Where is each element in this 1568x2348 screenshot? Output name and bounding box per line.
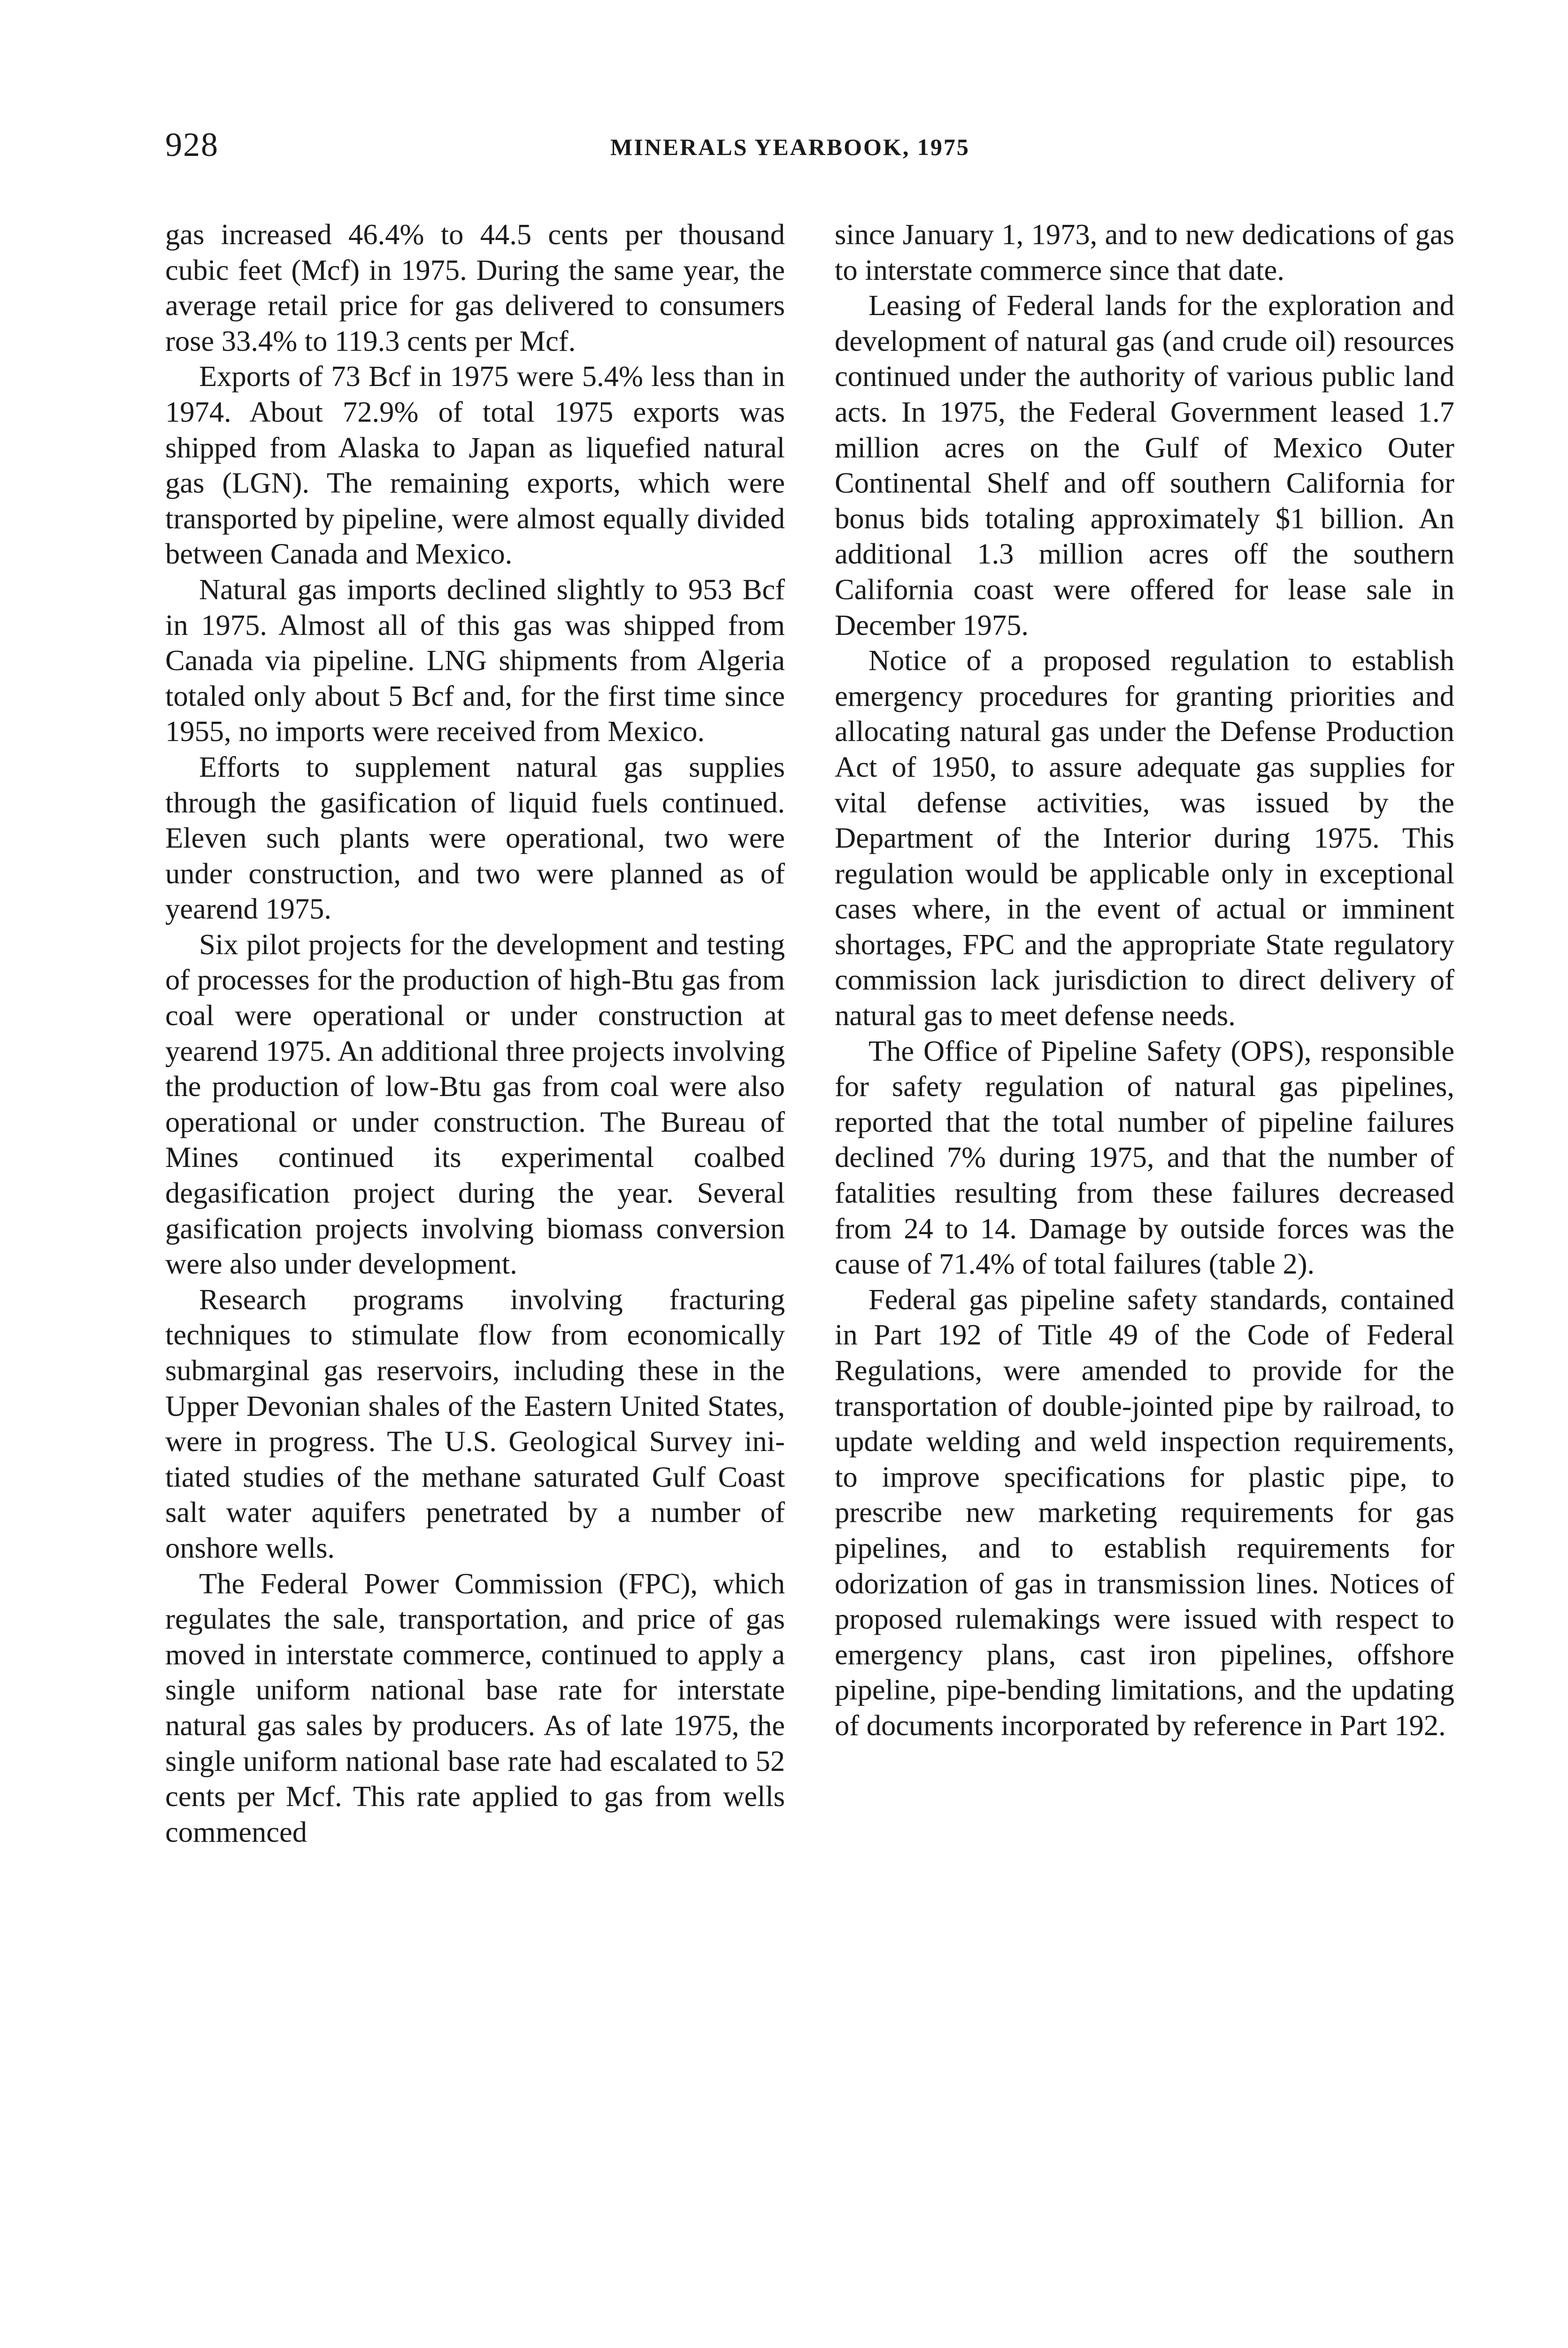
paragraph-fpc-rates: The Federal Power Commission (FPC), which regulates the sale, transportation, and price of gas moved in interstate commerce, continued to apply a single uniform national base rate for interstate natural gas sales by producers. As of late 1975, the single uniform national base rate had escalated to 52 cents per Mcf. This rate applied to gas from wells commenced xyxy=(165,1567,785,1848)
paragraph-imports: Natural gas imports declined slightly to 953 Bcf in 1975. Almost all of this gas was shipped from Canada via pipeline. LNG shipments from Algeria totaled only about 5 Bcf and, for the first time since 1955, no imports were received from Mexico. xyxy=(165,572,785,748)
paragraph-liquid-fuels: Efforts to supplement natural gas supplies through the gasification of liquid fuels continued. Eleven such plants were operational, two were under construction, and two were planned as of yearend 1975. xyxy=(165,750,785,926)
paragraph-emergency-regulation: Notice of a proposed regulation to establish emergency procedures for granting priorities and allocating natural gas under the Defense Production Act of 1950, to assure adequate gas supplies for vital defense activities, was issued by the Department of the Interior during 1975. This regulation would be applicable only in exceptional cases where, in the event of actual or imminent shortages, FPC and the appropriate State regulatory commission lack jurisdiction to direct delivery of natural gas to meet defense needs. xyxy=(835,644,1454,1032)
left-column xyxy=(165,217,785,1850)
paragraph-federal-leasing: Leasing of Federal lands for the exploration and development of natural gas (and crude oil) resources continued under the authority of various public land acts. In 1975, the Federal Government leased 1.7 million acres on the Gulf of Mexico Outer Continental Shelf and off southern California for bonus bids totaling approximately $1 billion. An additional 1.3 million acres off the southern California coast were offered for lease sale in December 1975. xyxy=(835,289,1454,641)
paragraph-coal-gasification: Six pilot projects for the development and testing of processes for the production of high-Btu gas from coal were operational or under construction at yearend 1975. An additional three projects involving the production of low-Btu gas from coal were also operational or under construction. The Bureau of Mines continued its experimental coalbed degasification project during the year. Several gasification projects involving biomass conversion were also under development. xyxy=(165,927,785,1281)
page-number: 928 xyxy=(165,126,219,163)
paragraph-fpc-continued: since January 1, 1973, and to new dedications of gas to interstate commerce since that date. xyxy=(835,218,1454,286)
paragraph-exports: Exports of 73 Bcf in 1975 were 5.4% less than in 1974. About 72.9% of total 1975 exports was shipped from Alaska to Japan as liquefied natural gas (LGN). The remaining exports, which were transported by pipeline, were almost equally divided between Canada and Mexico. xyxy=(165,360,785,571)
paragraph-safety-standards: Federal gas pipeline safety standards, contained in Part 192 of Title 49 of the Code of Federal Regulations, were amended to provide for the transportation of double-jointed pipe by railroad, to update welding and weld inspection requirements, to improve specifications for plastic pipe, to prescribe new marketing requirements for gas pipelines, and to establish requirements for odorization of gas in transmission lines. Notices of proposed rulemakings were issued with respect to emergency plans, cast iron pipelines, offshore pipeline, pipe-bending limitations, and the updating of documents incorporated by reference in Part 192. xyxy=(835,1282,1454,1742)
running-head: MINERALS YEARBOOK, 1975 xyxy=(610,134,970,160)
paragraph-pipeline-safety: The Office of Pipeline Safety (OPS), responsible for safety regulation of natural gas pipelines, reported that the total number of pipeline failures declined 7% during 1975, and that the number of fatalities resulting from these failures decreased from 24 to 14. Damage by outside forces was the cause of 71.4% of total failures (table 2). xyxy=(835,1034,1454,1281)
paragraph-research-programs: Research programs involving fracturing techniques to stimulate flow from economically submarginal gas reservoirs, including these in the Upper Devonian shales of the Eastern United States, were in progress. The U.S. Geological Survey initiated studies of the methane saturated Gulf Coast salt water aquifers penetrated by a number of onshore wells. xyxy=(165,1282,785,1564)
right-column xyxy=(835,217,1454,1744)
paragraph-gas-prices: gas increased 46.4% to 44.5 cents per thousand cubic feet (Mcf) in 1975. During the same year, the average retail price for gas delivered to consumers rose 33.4% to 119.3 cents per Mcf. xyxy=(165,218,785,357)
